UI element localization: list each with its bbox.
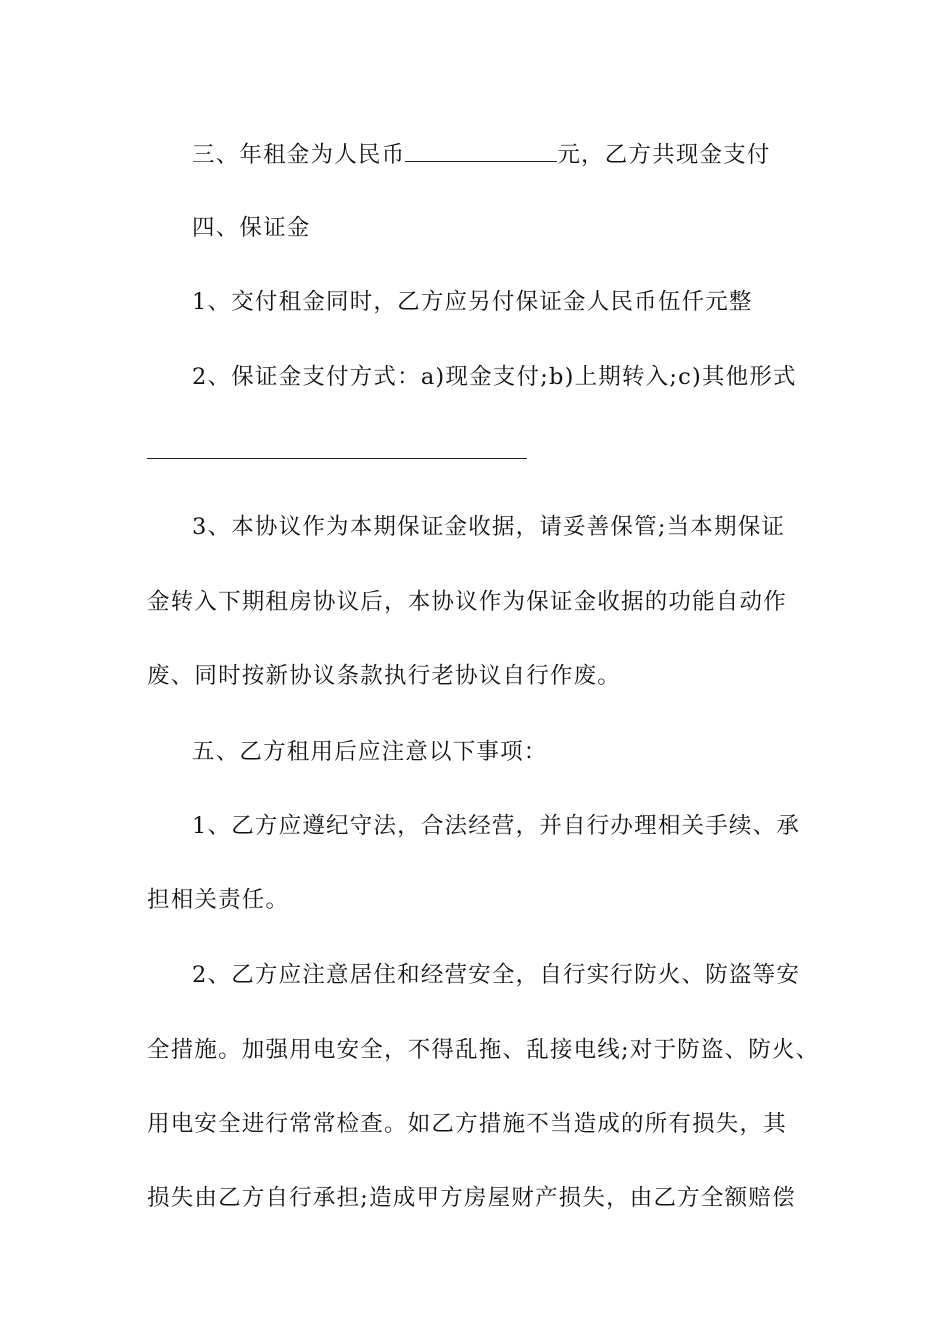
- rent-amount-suffix: 元，乙方共现金支付: [557, 142, 771, 168]
- deposit-clause-2: 2、保证金支付方式：a)现金支付;b)上期转入;c)其他形式: [192, 364, 797, 390]
- fill-in-blank-line: [147, 458, 527, 459]
- section-heading-tenant-notes: 五、乙方租用后应注意以下事项：: [192, 739, 548, 765]
- section-heading-deposit: 四、保证金: [192, 215, 311, 241]
- tenant-clause-2-line-4: 损失由乙方自行承担;造成甲方房屋财产损失，由乙方全额赔偿: [147, 1185, 796, 1211]
- rent-amount-line: [192, 140, 872, 170]
- tenant-clause-2-line-2: 全措施。加强用电安全，不得乱拖、乱接电线;对于防盗、防火、: [147, 1037, 820, 1063]
- deposit-clause-3-line-3: 废、同时按新协议条款执行老协议自行作废。: [147, 663, 622, 689]
- tenant-clause-2-line-1: 2、乙方应注意居住和经营安全，自行实行防火、防盗等安: [192, 962, 801, 988]
- tenant-clause-2-line-3: 用电安全进行常常检查。如乙方措施不当造成的所有损失，其: [147, 1111, 787, 1137]
- tenant-clause-1-line-2: 担相关责任。: [147, 887, 290, 913]
- deposit-clause-3-line-1: 3、本协议作为本期保证金收据，请妥善保管;当本期保证: [192, 514, 786, 540]
- rent-amount-blank: [405, 141, 557, 162]
- deposit-clause-3-line-2: 金转入下期租房协议后，本协议作为保证金收据的功能自动作: [147, 589, 787, 615]
- deposit-clause-1: 1、交付租金同时，乙方应另付保证金人民币伍仟元整: [192, 289, 753, 315]
- rent-amount-prefix: 三、年租金为人民币: [192, 142, 406, 168]
- tenant-clause-1-line-1: 1、乙方应遵纪守法，合法经营，并自行办理相关手续、承: [192, 813, 801, 839]
